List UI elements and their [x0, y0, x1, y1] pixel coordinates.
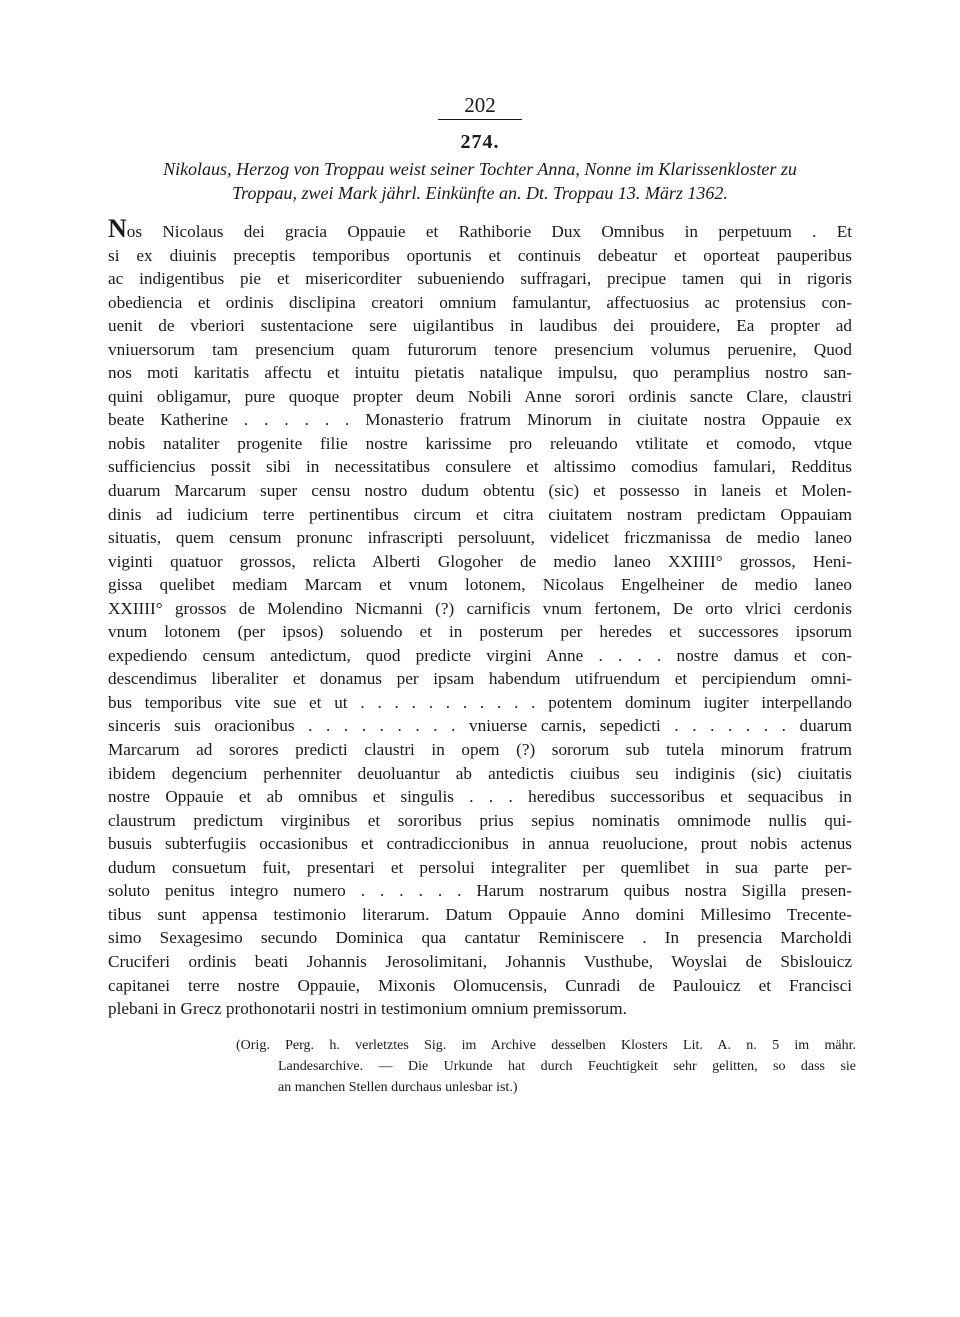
heading-line: Troppau, zwei Mark jährl. Einkünfte an. Dt. Troppau 13. März 1362.: [232, 183, 728, 203]
body-line: Marcarum ad sorores predicti claustri in opem (?) sororum sub tutela minorum fratrum: [108, 740, 852, 760]
body-line: nobis nataliter progenite filie nostre karissime pro releuando vtilitate et comodo, vtque: [108, 433, 852, 453]
body-line: dudum consuetum fuit, presentari et persolui integraliter per quemlibet in sua parte per-: [108, 857, 852, 877]
note-line: an manchen Stellen durchaus unlesbar ist.): [278, 1079, 518, 1095]
body-line: descendimus liberaliter et donamus per ipsam habendum utifruendum et percipiendum omni-: [108, 669, 852, 689]
body-line: plebani in Grecz prothonotarii nostri in testimonium omnium premissorum.: [108, 999, 627, 1019]
source-note: [236, 1035, 856, 1098]
body-line: soluto penitus integro numero . . . . . . Harum nostrarum quibus nostra Sigilla presen-: [108, 881, 852, 901]
heading-line: Nikolaus, Herzog von Troppau weist seiner Tochter Anna, Nonne im Klarissenkloster zu: [163, 159, 797, 179]
body-line: [108, 219, 852, 244]
body-line: vnum lotonem (per ipsos) soluendo et in posterum per heredes et successores ipsorum: [108, 622, 852, 642]
body-line: quini obligamur, pure quoque propter deum Nobili Anne sorori ordinis sancte Clare, claustri: [108, 386, 852, 406]
initial-letter: N: [108, 219, 127, 243]
page-number-rule: [438, 119, 522, 120]
body-line: duarum Marcarum super censu nostro dudum obtentu (sic) et possesso in laneis et Molen-: [108, 481, 852, 501]
body-line: viginti quatuor grossos, relicta Alberti Glogoher de medio laneo XXIIII° grossos, Heni-: [108, 551, 852, 571]
body-line: ac indigentibus pie et misericorditer subueniendo suffragari, precipue tamen qui in rigoris: [108, 269, 852, 289]
body-line: bus temporibus vite sue et ut . . . . . . . . . . . potentem dominum iugiter interpellando: [108, 692, 852, 712]
page-number: 202: [464, 93, 496, 117]
body-line: simo Sexagesimo secundo Dominica qua cantatur Reminiscere . In presencia Marcholdi: [108, 928, 852, 948]
body-line: nostre Oppauie et ab omnibus et singulis . . . heredibus successoribus et sequacibus in: [108, 787, 852, 807]
body-line: beate Katherine . . . . . . Monasterio fratrum Minorum in ciuitate nostra Oppauie ex: [108, 410, 852, 430]
body-line: dinis ad iudicium terre pertinentibus circum et citra ciuitatem nostram predictam Oppauiam: [108, 504, 852, 524]
body-line: gissa quelibet mediam Marcam et vnum lotonem, Nicolaus Engelheiner de medio laneo: [108, 575, 852, 595]
body-line: sinceris suis oracionibus . . . . . . . . . vniuerse carnis, sepedicti . . . . . . . duarum: [108, 716, 852, 736]
body-line: vniuersorum tam presencium quam futurorum tenore presencium volumus peruenire, Quod: [108, 339, 852, 359]
document-number: 274.: [460, 131, 500, 153]
body-line: nos moti karitatis affectu et intuitu pietatis natalique impulsu, quo peramplius nostro san-: [108, 363, 852, 383]
body-line: uenit de vberiori sustentacione sere uigilantibus in laudibus dei prouidere, Ea propter ad: [108, 316, 852, 336]
body-line: XXIIII° grossos de Molendino Nicmanni (?) carnificis vnum fertonem, De orto vlrici cerdonis: [108, 598, 852, 618]
body-line-text: os Nicolaus dei gracia Oppauie et Rathiborie Dux Omnibus in perpetuum . Et: [126, 222, 852, 241]
body-line: expediendo censum antedictum, quod predicte virgini Anne . . . . nostre damus et con-: [108, 645, 852, 665]
body-line: capitanei terre nostre Oppauie, Mixonis Olomucensis, Cunradi de Paulouicz et Francisci: [108, 975, 852, 995]
body-line: busuis subterfugiis occasionibus et contradiccionibus in annua reuolucione, prout nobis actenus: [108, 834, 852, 854]
body-line: claustrum predictum virginibus et sororibus prius sepius nominatis omnimode nullis qui-: [108, 810, 852, 830]
body-line: sufficiencius possit sibi in necessitatibus consulere et altissimo comodius famulari, Redditus: [108, 457, 852, 477]
body-line: ibidem degencium perhenniter deuoluantur ab antedictis ciuibus seu indiginis (sic) ciuitatis: [108, 763, 852, 783]
document-page: [108, 92, 856, 1098]
body-line: si ex diuinis preceptis temporibus oportunis et continuis debeatur et oporteat pauperibus: [108, 245, 852, 265]
document-heading: [108, 157, 852, 205]
body-line: situatis, quem censum pronunc infrascripti persoluunt, videlicet friczmanissa de medio laneo: [108, 528, 852, 548]
body-line: obediencia et ordinis disclipina creatori omnium famulantur, affectuosius ac protensius con-: [108, 292, 852, 312]
document-body: [108, 219, 852, 1021]
body-line: Cruciferi ordinis beati Johannis Jerosolimitani, Johannis Vusthube, Woyslai de Sbislouicz: [108, 951, 852, 971]
note-line: Landesarchive. — Die Urkunde hat durch Feuchtigkeit sehr gelitten, so dass sie: [278, 1058, 856, 1074]
body-line: tibus sunt appensa testimonio literarum. Datum Oppauie Anno domini Millesimo Trecente-: [108, 904, 852, 924]
note-line: (Orig. Perg. h. verletztes Sig. im Archive desselben Klosters Lit. A. n. 5 im mähr.: [236, 1037, 856, 1053]
